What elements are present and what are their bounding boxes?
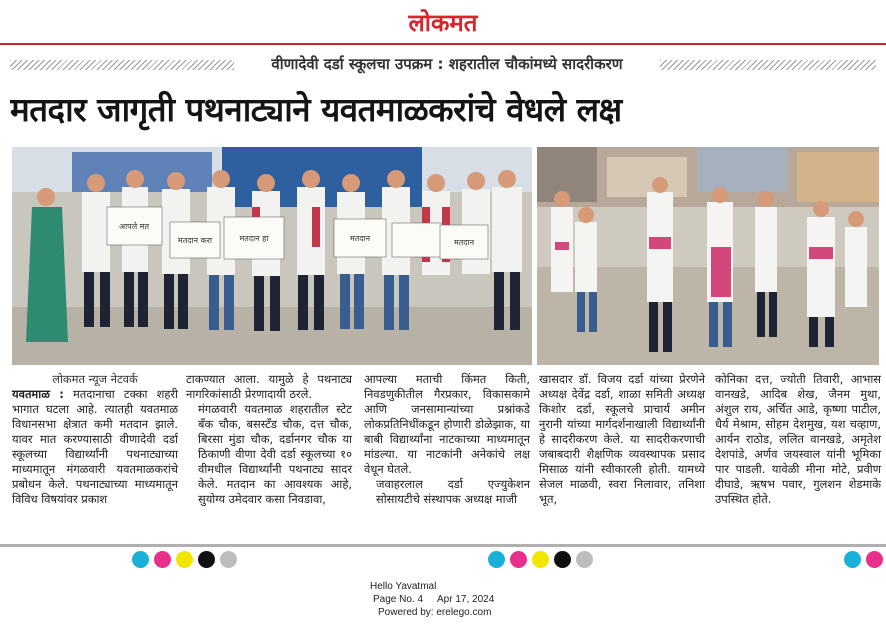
registration-dot [866, 551, 883, 568]
registration-dot [198, 551, 215, 568]
column-1-text: मतदानाचा टक्का शहरी भागात घटला आहे. त्यातही यवतमाळ विधानसभा क्षेत्रात कमी मतदान झाले. यावर मात करण्यासाठी वीणादेवी दर्डा स्कूलच्या विद्यार्थ्यांनी पथनाट्याच्या माध्यमातून मंगळवारी यवतमाळकरांचे प्रबोधन केले. पथनाट्याच्या माध्यमातून विविध विषयांवर प्रकाश [12, 387, 178, 506]
registration-dot [220, 551, 237, 568]
masthead-rule [0, 43, 886, 45]
registration-dot [532, 551, 549, 568]
article-kicker: वीणादेवी दर्डा स्कूलचा उपक्रम : शहरातील चौकांमध्ये सादरीकरण [271, 55, 623, 73]
placard-text: मतदान [453, 238, 475, 247]
hatch-left [10, 60, 234, 70]
footer-date: Apr 17, 2024 [437, 594, 495, 605]
dateline: यवतमाळ : [12, 387, 64, 401]
placard-text: मतदान करा [177, 236, 213, 245]
footer-page: Page No. 4 [373, 594, 424, 605]
footer-powered-by: Powered by: erelego.com [378, 607, 492, 618]
registration-dot [554, 551, 571, 568]
kicker-row [0, 52, 886, 80]
article-column-4 [539, 372, 705, 507]
registration-dot [510, 551, 527, 568]
registration-dot [132, 551, 149, 568]
registration-marks-center [488, 551, 598, 568]
registration-dot [488, 551, 505, 568]
placard-text: आपले मत [118, 222, 150, 231]
article-column-1 [12, 372, 178, 507]
registration-dot [176, 551, 193, 568]
lokmat-logo: लोकमत [408, 8, 478, 37]
article-column-3 [364, 372, 530, 507]
placard-text: मतदान हा [239, 234, 269, 243]
column-3-paragraph-1: आपल्या मताची किंमत किती, निवडणुकीतील गैरप्रकार, विकासकामे आणि जनसामान्यांच्या प्रश्नांकडे लोकप्रतिनिधींकडून होणारी डोळेझाक, या बाबी विद्यार्थ्यांना नाटकाच्या माध्यमातून मांडल्या. या नाटकांनी अनेकांचे लक्ष वेधून घेतले. [364, 372, 530, 476]
footer-edition: Hello Yavatmal [370, 581, 437, 592]
registration-dot [576, 551, 593, 568]
registration-marks-right [844, 551, 886, 568]
article-headline: मतदार जागृती पथनाट्याने यवतमाळकरांचे वेधले लक्ष [10, 90, 622, 129]
column-5-text: कोनिका दत्त, ज्योती तिवारी, आभास वानखडे, आदिब शेख, जैनम मुथा, अंशुल राय, अर्चित आडे, कृष्णा पाटील, धैर्य मेश्राम, सोहम देशमुख, यश चव्हाण, आर्यन राठोड, ललित वानखडे, अमृतेश देशपांडे, अर्णव जयस्वाल यांनी भूमिका पार पाडली. यावेळी मीना मोटे, प्रवीण दीघाडे, ऋषभ पवार, गुलशन शेडमाके उपस्थित होते. [715, 372, 881, 506]
byline: लोकमत न्यूज नेटवर्क [52, 372, 138, 386]
column-3-paragraph-2: जवाहरलाल दर्डा एज्युकेशन सोसायटीचे संस्थापक अध्यक्ष माजी [376, 477, 530, 506]
bottom-rule [0, 544, 886, 547]
masthead [0, 0, 886, 44]
article-column-5 [715, 372, 881, 507]
photo-students-placards [12, 147, 532, 365]
photo-street-play [537, 147, 879, 365]
registration-dot [154, 551, 171, 568]
column-2-paragraph-1: टाकण्यात आला. यामुळे हे पथनाट्य नागरिकांसाठी प्रेरणादायी ठरले. [186, 372, 352, 401]
column-4-text: खासदार डॉ. विजय दर्डा यांच्या प्रेरणेने अध्यक्ष देवेंद्र दर्डा, शाळा समिती अध्यक्ष किशोर दर्डा, स्कूलचे प्राचार्य अमीन नुरानी यांच्या मार्गदर्शनाखाली विद्यार्थ्यांनी हे सादरीकरण केले. या सादरीकरणाची जबाबदारी शैक्षणिक व्यवस्थापक प्रसाद मिसाळ यांनी स्वीकारली होती. यामध्ये सेजल माळवी, स्वरा निलावार, तनिशा भूत, [539, 372, 705, 506]
registration-marks-left [132, 551, 242, 568]
registration-dot [844, 551, 861, 568]
article-column-2 [186, 372, 352, 507]
column-2-paragraph-2: मंगळवारी यवतमाळ शहरातील स्टेट बँक चौक, बसस्टँड चौक, दत्त चौक, बिरसा मुंडा चौक, दर्डानगर चौक या ठिकाणी वीणा देवी दर्डा स्कूलच्या १० वीमधील विद्यार्थ्यांनी पथनाट्य सादर केले. मतदान का आवश्यक आहे, सुयोग्य उमेदवार कसा निवडावा, [198, 402, 352, 506]
hatch-right [660, 60, 876, 70]
placard-text: मतदान [349, 234, 371, 243]
